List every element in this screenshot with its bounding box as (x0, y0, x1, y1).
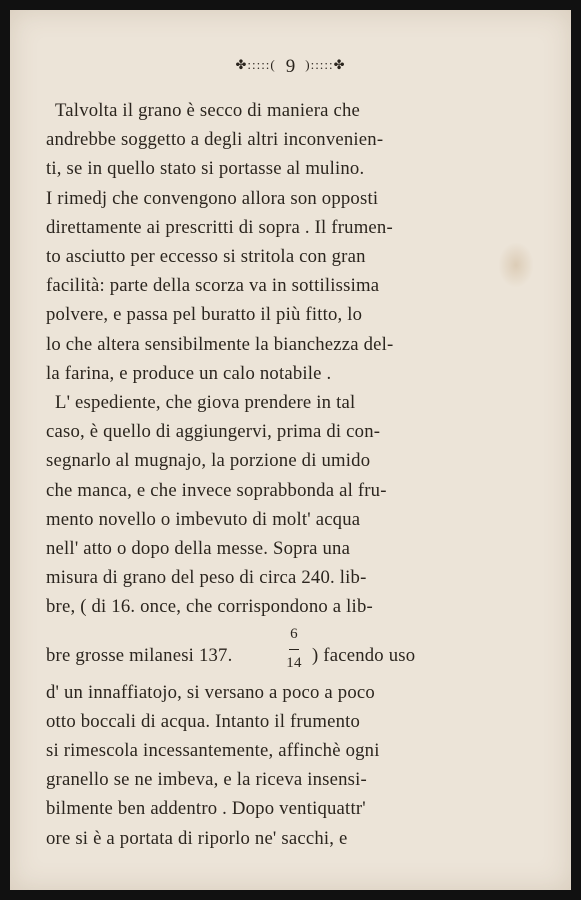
text-line: facilità: parte della scorza va in sottilissima (46, 275, 380, 297)
text-line: mento novello o imbevuto di molt' acqua (46, 508, 361, 530)
header-ornament-right: ):::::✤ (305, 57, 346, 72)
text-line: granello se ne imbeva, e la riceva insensi- (46, 769, 367, 791)
fraction-bar (289, 649, 299, 650)
text-line: L' espediente, che giova prendere in tal (55, 392, 356, 414)
text-line: Talvolta il grano è secco di maniera che (55, 100, 361, 121)
text-line: lo che altera sensibilmente la bianchezza del- (46, 333, 394, 355)
fraction-line-prefix: bre grosse milanesi 137. (46, 644, 233, 666)
text-line: direttamente ai prescritti di sopra . Il frumen- (46, 216, 393, 238)
book-page (10, 10, 571, 890)
text-line: caso, è quello di aggiungervi, prima di con- (46, 421, 381, 443)
text-line: otto boccali di acqua. Intanto il frumento (46, 710, 361, 732)
page-number: 9 (285, 56, 296, 77)
text-line: nell' atto o dopo della messe. Sopra una (46, 538, 351, 560)
text-line: andrebbe soggetto a degli altri inconvenien- (46, 129, 384, 151)
text-line: segnarlo al mugnajo, la porzione di umido (46, 450, 371, 472)
text-line: ore si è a portata di riporlo ne' sacchi, e (46, 827, 348, 849)
text-line: bre, ( di 16. once, che corrispondono a lib- (46, 596, 373, 618)
fraction-denominator: 14 (286, 654, 302, 671)
text-line: che manca, e che invece soprabbonda al fru- (46, 479, 387, 501)
page-header (10, 56, 571, 78)
fraction-text-line (46, 620, 444, 678)
page-body-text (46, 96, 444, 853)
text-line: I rimedj che convengono allora son opposti (46, 187, 379, 209)
text-line: d' un innaffiatojo, si versano a poco a poco (46, 681, 375, 703)
fraction-numerator: 6 (290, 625, 298, 642)
text-line: la farina, e produce un calo notabile . (46, 362, 332, 384)
text-line: to asciutto per eccesso si stritola con gran (46, 246, 366, 268)
header-ornament-left: ✤:::::( (235, 57, 276, 72)
text-line: bilmente ben addentro . Dopo ventiquattr' (46, 798, 366, 820)
fraction-line-suffix: ) facendo uso (312, 644, 416, 666)
paper-stain (498, 242, 534, 288)
text-line: si rimescola incessantemente, affinchè ogni (46, 740, 380, 762)
text-line: misura di grano del peso di circa 240. lib- (46, 567, 367, 589)
text-line: ti, se in quello stato si portasse al mulino. (46, 158, 365, 180)
text-line: polvere, e passa pel buratto il più fitto, lo (46, 304, 363, 326)
